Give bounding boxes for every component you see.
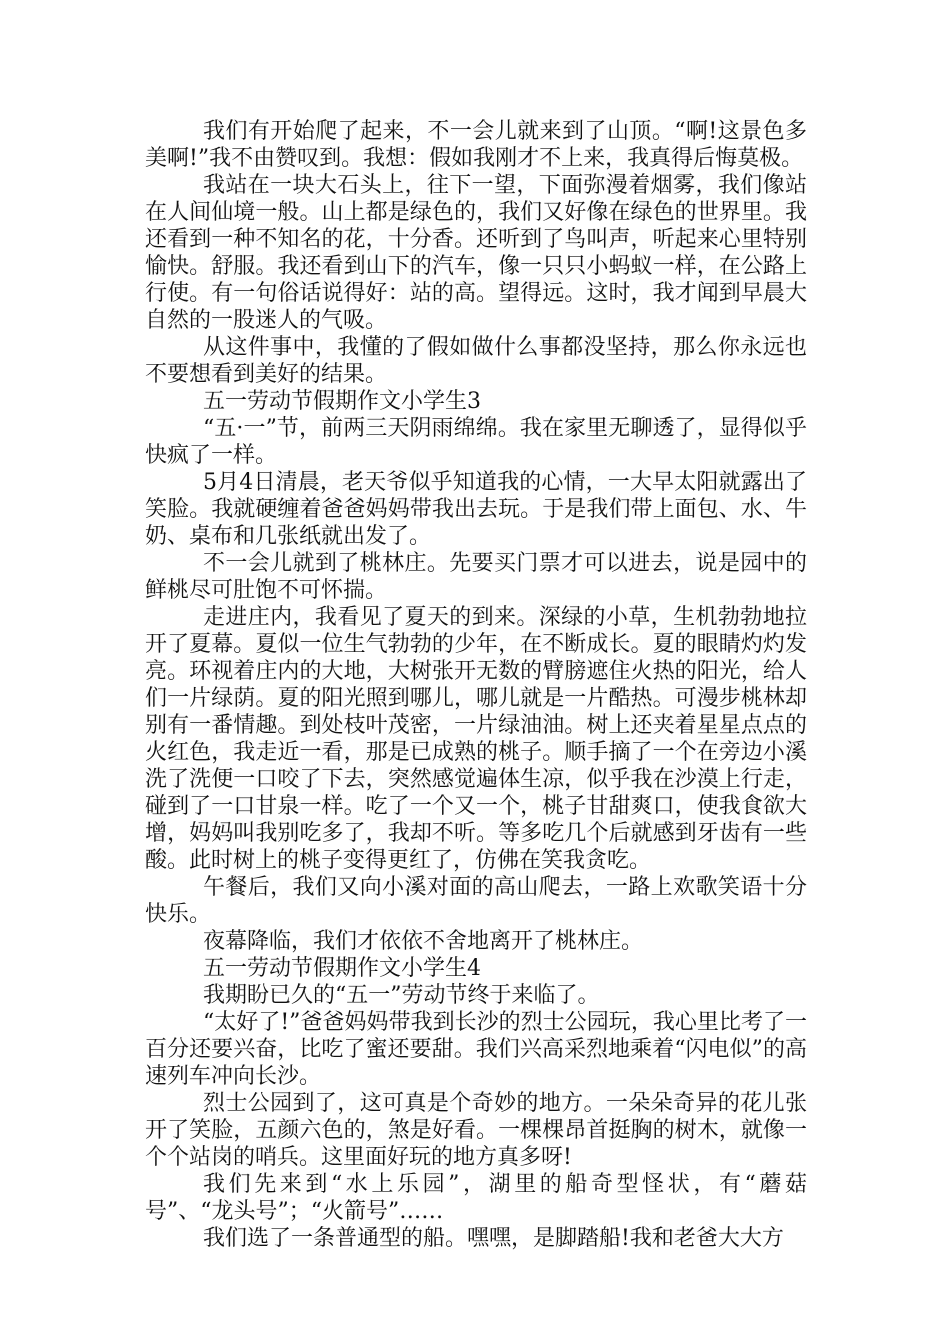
paragraph-5: 5月4日清晨，老天爷似乎知道我的心情，一大早太阳就露出了笑脸。我就硬缠着爸爸妈妈带我出去玩。于是我们带上面包、水、牛奶、桌布和几张纸就出发了。 (145, 470, 807, 549)
document-body (145, 118, 807, 1252)
paragraph-13: 我们先来到“水上乐园”，湖里的船奇型怪状，有“蘑菇号”、“龙头号”；“火箭号”…… (145, 1172, 807, 1224)
paragraph-9: 夜幕降临，我们才依依不舍地离开了桃林庄。 (203, 929, 644, 954)
paragraph-4: “五·一”节，前两三天阴雨绵绵。我在家里无聊透了，显得似乎快疯了一样。 (145, 416, 807, 468)
paragraph-8: 午餐后，我们又向小溪对面的高山爬去，一路上欢歌笑语十分快乐。 (145, 875, 807, 927)
paragraph-3: 从这件事中，我懂的了假如做什么事都没坚持，那么你永远也不要想看到美好的结果。 (145, 335, 807, 387)
section-heading-4: 五一劳动节假期作文小学生4 (203, 956, 481, 981)
paragraph-10: 我期盼已久的“五一”劳动节终于来临了。 (203, 983, 600, 1008)
paragraph-1: 我们有开始爬了起来，不一会儿就来到了山顶。“啊!这景色多美啊!”我不由赞叹到。我想：假如我刚才不上来，我真得后悔莫极。 (145, 119, 807, 171)
paragraph-12: 烈士公园到了，这可真是个奇妙的地方。一朵朵奇异的花儿张开了笑脸，五颜六色的，煞是好看。一棵棵昂首挺胸的树木，就像一个个站岗的哨兵。这里面好玩的地方真多呀! (145, 1091, 807, 1170)
section-heading-3: 五一劳动节假期作文小学生3 (203, 389, 481, 414)
paragraph-14: 我们选了一条普通型的船。嘿嘿，是脚踏船!我和老爸大大方 (203, 1226, 784, 1251)
paragraph-11: “太好了!”爸爸妈妈带我到长沙的烈士公园玩，我心里比考了一百分还要兴奋，比吃了蜜还要甜。我们兴高采烈地乘着“闪电似”的高速列车冲向长沙。 (145, 1010, 807, 1089)
paragraph-7: 走进庄内，我看见了夏天的到来。深绿的小草，生机勃勃地拉开了夏幕。夏似一位生气勃勃的少年，在不断成长。夏的眼睛灼灼发亮。环视着庄内的大地，大树张开无数的臂膀遮住火热的阳光，给人们一片绿荫。夏的阳光照到哪儿，哪儿就是一片酷热。可漫步桃林却别有一番情趣。到处枝叶茂密，一片绿油油。树上还夹着星星点点的火红色，我走近一看，那是已成熟的桃子。顺手摘了一个在旁边小溪洗了洗便一口咬了下去，突然感觉遍体生凉，似乎我在沙漠上行走，碰到了一口甘泉一样。吃了一个又一个，桃子甘甜爽口，使我食欲大增，妈妈叫我别吃多了，我却不听。等多吃几个后就感到牙齿有一些酸。此时树上的桃子变得更红了，仿佛在笑我贪吃。 (145, 605, 807, 873)
paragraph-6: 不一会儿就到了桃林庄。先要买门票才可以进去，说是园中的鲜桃尽可肚饱不可怀揣。 (145, 551, 807, 603)
paragraph-2: 我站在一块大石头上，往下一望，下面弥漫着烟雾，我们像站在人间仙境一般。山上都是绿色的，我们又好像在绿色的世界里。我还看到一种不知名的花，十分香。还听到了鸟叫声，听起来心里特别愉快。舒服。我还看到山下的汽车，像一只只小蚂蚁一样，在公路上行使。有一句俗话说得好：站的高。望得远。这时，我才闻到早晨大自然的一股迷人的气吸。 (145, 173, 807, 333)
